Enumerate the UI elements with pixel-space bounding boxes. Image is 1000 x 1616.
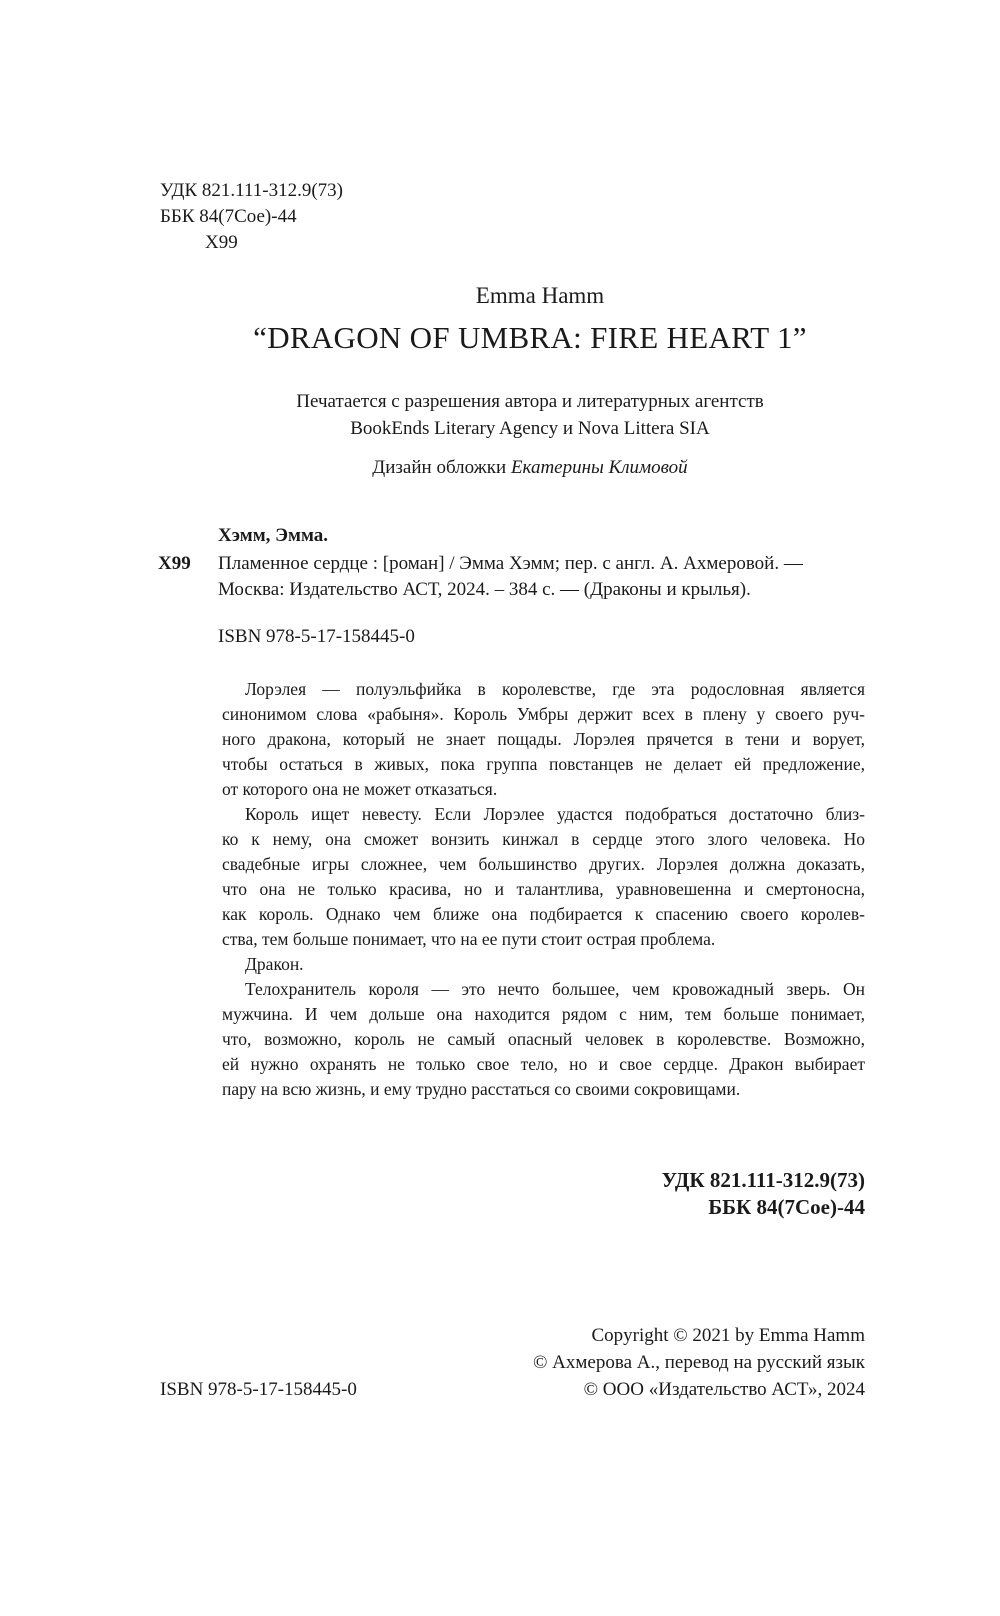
copyright-line-3: © ООО «Издательство АСТ», 2024 [583, 1379, 865, 1400]
cover-designer-name: Екатерины Климовой [510, 457, 688, 478]
bib-isbn: ISBN 978-5-17-158445-0 [218, 626, 415, 647]
udk-code: УДК 821.111-312.9(73) [160, 180, 343, 201]
bib-author: Хэмм, Эмма. [218, 525, 329, 546]
annotation-line: Король ищет невесту. Если Лорэлее удастся подобраться достаточно близ- [245, 804, 865, 824]
original-author: Emma Hamm [475, 283, 605, 308]
copyright-line-2: © Ахмерова А., перевод на русский язык [532, 1352, 865, 1373]
copyright-line-1: Copyright © 2021 by Emma Hamm [591, 1325, 865, 1346]
bib-line-2: Москва: Издательство АСТ, 2024. – 384 с. — (Драконы и крылья). [218, 579, 751, 600]
permission-line-2: BookEnds Literary Agency и Nova Littera SIA [350, 418, 710, 439]
annotation-line: синонимом слова «рабыня». Король Умбры держит всех в плену у своего руч- [222, 704, 865, 724]
annotation-line: ства, тем больше понимает, что на ее пути стоит острая проблема. [222, 929, 716, 949]
author-sign-code: Х99 [205, 232, 238, 253]
cover-design-credit [0, 455, 1000, 481]
cover-design-prefix: Дизайн обложки [372, 457, 511, 478]
bottom-bbk-code: ББК 84(7Сое)-44 [708, 1195, 865, 1219]
original-title: “DRAGON OF UMBRA: FIRE HEART 1” [253, 320, 807, 355]
bbk-code: ББК 84(7Сое)-44 [160, 206, 297, 227]
annotation-line: Лорэлея — полуэльфийка в королевстве, где эта родословная является [245, 679, 865, 699]
annotation-line: ей нужно охранять не только свое тело, но и свое сердце. Дракон выбирает [222, 1054, 865, 1074]
bib-line-1: Пламенное сердце : [роман] / Эмма Хэмм; пер. с англ. А. Ахмеровой. — [218, 553, 803, 574]
annotation-line: Дракон. [245, 954, 304, 974]
annotation-line: мужчина. И чем дольше она находится рядом с ним, тем больше понимает, [222, 1004, 865, 1024]
annotation-line: что, возможно, король не самый опасный человек в королевстве. Возможно, [222, 1029, 865, 1049]
bib-sign-code: Х99 [158, 553, 191, 574]
annotation-line: ко к нему, она сможет вонзить кинжал в сердце этого злого человека. Но [222, 829, 865, 849]
annotation-line: свадебные игры сложнее, чем большинство других. Лорэлея должна доказать, [222, 854, 865, 874]
annotation-line: ного дракона, который не знает пощады. Лорэлея прячется в тени и ворует, [222, 729, 865, 749]
permission-line-1: Печатается с разрешения автора и литературных агентств [296, 391, 764, 412]
bottom-isbn: ISBN 978-5-17-158445-0 [160, 1379, 357, 1400]
annotation-line: как король. Однако чем ближе она подбирается к спасению своего королев- [222, 904, 865, 924]
annotation-line: что она не только красива, но и талантлива, уравновешенна и смертоносна, [222, 879, 865, 899]
annotation-line: Телохранитель короля — это нечто большее, чем кровожадный зверь. Он [245, 979, 865, 999]
bottom-udk-code: УДК 821.111-312.9(73) [661, 1168, 865, 1192]
annotation-line: пару на всю жизнь, и ему трудно расстаться со своими сокровищами. [222, 1079, 741, 1099]
annotation-line: от которого она не может отказаться. [222, 779, 498, 799]
annotation-line: чтобы остаться в живых, пока группа повстанцев не делает ей предложение, [222, 754, 865, 774]
